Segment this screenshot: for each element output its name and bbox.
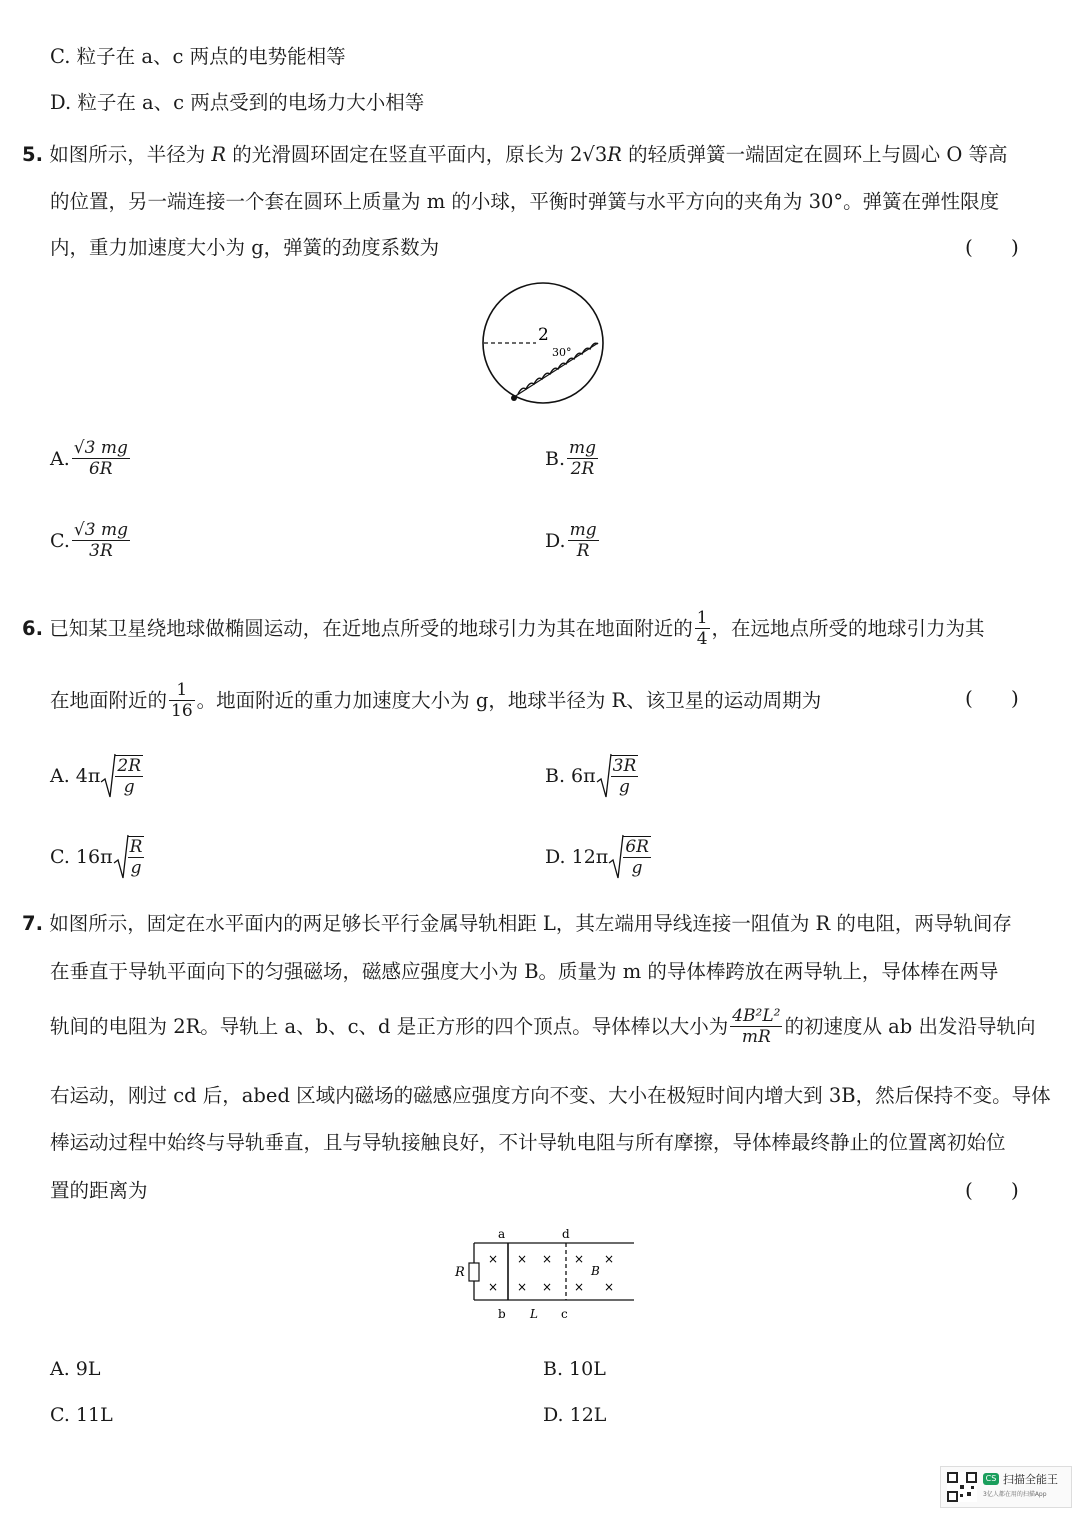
svg-text:B: B [591, 1264, 600, 1278]
q5-line2: 的位置，另一端连接一个套在圆环上质量为 m 的小球，平衡时弹簧与水平方向的夹角为 30°。弹簧在弹性限度 [50, 190, 1000, 213]
svg-text:×: × [542, 1252, 553, 1266]
q5-line1: 5. 如图所示，半径为 R 的光滑圆环固定在竖直平面内，原长为 2√3R 的轻质弹簧一端固定在圆环上与圆心 O 等高 [22, 143, 1008, 166]
label-angle: 30° [552, 346, 572, 359]
q7-option-c[interactable]: C. 11L [50, 1404, 113, 1426]
option-d-prev: D. 粒子在 a、c 两点受到的电场力大小相等 [50, 91, 425, 114]
q7-answer-paren: ( ) [965, 1178, 1019, 1202]
svg-text:×: × [517, 1280, 528, 1294]
q7-line3: 轨间的电阻为 2R。导轨上 a、b、c、d 是正方形的四个顶点。导体棒以大小为 $\frac{\text{4B²L²}}{mR}$ 的初速度从 ab 出发沿导轨向 [50, 1006, 1036, 1047]
svg-text:×: × [604, 1280, 615, 1294]
q5-number: 5. [22, 143, 43, 166]
svg-text:a: a [498, 1227, 506, 1241]
q6-line2: 在地面附近的 $\frac{1}{16}$ 。地面附近的重力加速度大小为 g，地球半径为 R、该卫星的运动周期为 [50, 680, 822, 721]
q7-line5: 棒运动过程中始终与导轨垂直，且与导轨接触良好，不计导轨电阻与所有摩擦，导体棒最终静止的位置离初始位 [50, 1131, 1006, 1154]
svg-text:×: × [488, 1252, 499, 1266]
q6-answer-paren: ( ) [965, 686, 1019, 710]
q7-option-b[interactable]: B. 10L [543, 1358, 606, 1380]
svg-text:×: × [574, 1252, 585, 1266]
label-o: 2 [538, 325, 549, 345]
svg-text:×: × [488, 1280, 499, 1294]
scanner-logo-badge: CS [983, 1473, 999, 1485]
svg-text:×: × [604, 1252, 615, 1266]
q6-option-d[interactable]: D. 12π $\frac{6R}{g}$ [545, 837, 649, 878]
svg-text:L: L [530, 1307, 538, 1321]
svg-text:d: d [562, 1227, 570, 1241]
scanner-watermark [940, 1466, 1072, 1508]
q5-option-c[interactable]: C. $\frac{√3 mg}{3R}$ [50, 520, 128, 561]
ball-dot [511, 395, 517, 401]
q6-option-b[interactable]: B. 6π $\frac{3R}{g}$ [545, 756, 637, 797]
q5-circle-figure [478, 280, 608, 410]
q7-line6: 置的距离为 [50, 1179, 148, 1202]
scanner-title: 扫描全能王 [1003, 1473, 1058, 1486]
q7-number: 7. [22, 912, 43, 935]
q7-option-a[interactable]: A. 9L [50, 1358, 101, 1380]
q6-option-c[interactable]: C. 16π $\frac{R}{g}$ [50, 837, 143, 878]
svg-text:×: × [574, 1280, 585, 1294]
svg-text:R: R [455, 1265, 465, 1280]
q7-line2: 在垂直于导轨平面向下的匀强磁场，磁感应强度大小为 B。质量为 m 的导体棒跨放在两导轨上，导体棒在两导 [50, 960, 999, 983]
option-c-prev: C. 粒子在 a、c 两点的电势能相等 [50, 45, 346, 68]
q5-option-a[interactable]: A. $\frac{√3 mg}{6R}$ [50, 438, 128, 479]
scanner-subtitle: 3亿人都在用的扫描App [983, 1491, 1047, 1498]
svg-text:b: b [498, 1307, 506, 1321]
svg-text:×: × [517, 1252, 528, 1266]
q6-line1: 6. 已知某卫星绕地球做椭圆运动，在近地点所受的地球引力为其在地面附近的 $\frac{1}{4}$ ，在远地点所受的地球引力为其 [22, 608, 985, 649]
q5-answer-paren: ( ) [965, 235, 1019, 259]
svg-text:c: c [561, 1307, 568, 1321]
qr-code-icon [947, 1472, 977, 1502]
q7-line4: 右运动，刚过 cd 后，abed 区域内磁场的磁感应强度方向不变、大小在极短时间内增大到 3B，然后保持不变。导体 [50, 1084, 1051, 1107]
q5-option-b[interactable]: B. $\frac{mg}{2R}$ [545, 438, 597, 479]
resistor-shape [469, 1263, 479, 1281]
q7-option-d[interactable]: D. 12L [543, 1404, 607, 1426]
q5-option-d[interactable]: D. $\frac{mg}{R}$ [545, 520, 597, 561]
q6-option-a[interactable]: A. 4π $\frac{2R}{g}$ [50, 756, 142, 797]
q5-line3: 内，重力加速度大小为 g，弹簧的劲度系数为 [50, 236, 440, 259]
q7-line1: 7. 如图所示，固定在水平面内的两足够长平行金属导轨相距 L，其左端用导线连接一阻值为 R 的电阻，两导轨间存 [22, 912, 1012, 935]
q7-rails-figure [448, 1225, 643, 1325]
svg-text:×: × [542, 1280, 553, 1294]
q6-number: 6. [22, 616, 43, 640]
